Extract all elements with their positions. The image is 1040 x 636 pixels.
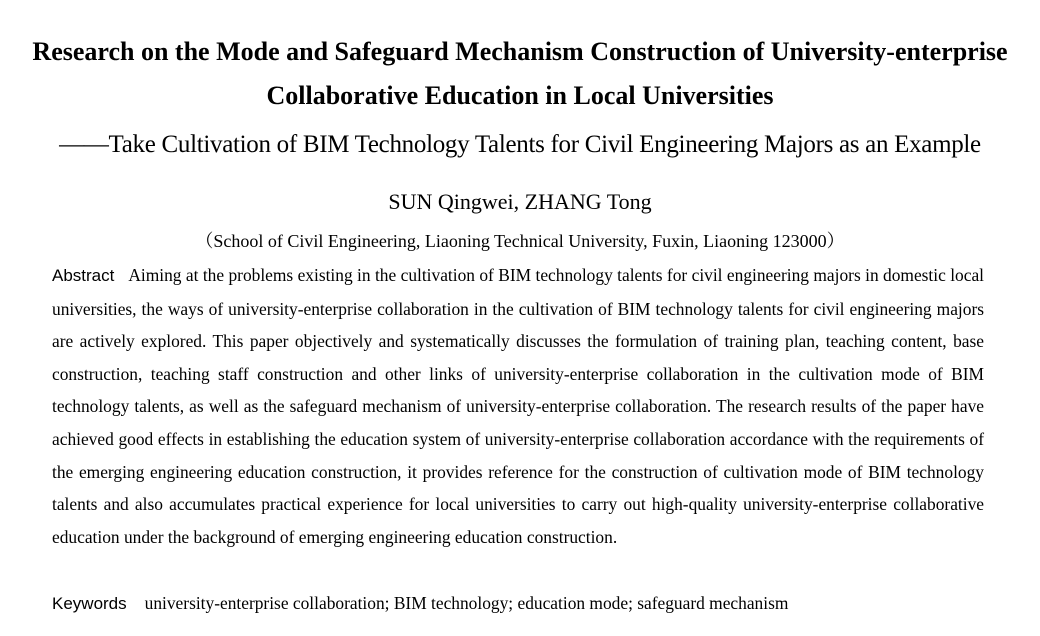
paper-title: Research on the Mode and Safeguard Mechanism Construction of University-enterprise Collaborative Education in Local Universities xyxy=(32,37,1008,110)
abstract xyxy=(52,259,984,553)
abstract-label: Abstract xyxy=(52,266,115,285)
affiliation: （School of Civil Engineering, Liaoning Technical University, Fuxin, Liaoning 123000） xyxy=(195,231,845,251)
keywords-label: Keywords xyxy=(52,594,127,613)
authors: SUN Qingwei, ZHANG Tong xyxy=(388,189,652,214)
paper-subtitle: ——Take Cultivation of BIM Technology Talents for Civil Engineering Majors as an Example xyxy=(59,131,981,158)
abstract-text: Aiming at the problems existing in the cultivation of BIM technology talents for civil engineering majors in domestic local universities, the ways of university-enterprise collaboration in the cultivation of BIM technology talents for civil engineering majors are actively explored. This paper objectively and systematically discusses the formulation of training plan, teaching content, base construction, teaching staff construction and other links of university-enterprise collaboration in the cultivation mode of BIM technology talents, as well as the safeguard mechanism of university-enterprise collaboration. The research results of the paper have achieved good effects in establishing the education system of university-enterprise collaboration accordance with the requirements of the emerging engineering education construction, it provides reference for the construction of cultivation mode of BIM technology talents and also accumulates practical experience for local universities to carry out high-quality university-enterprise collaborative education under the background of emerging engineering education construction. xyxy=(52,265,984,547)
keywords xyxy=(52,587,984,620)
keywords-text: university-enterprise collaboration; BIM technology; education mode; safeguard mechanism xyxy=(144,593,789,613)
